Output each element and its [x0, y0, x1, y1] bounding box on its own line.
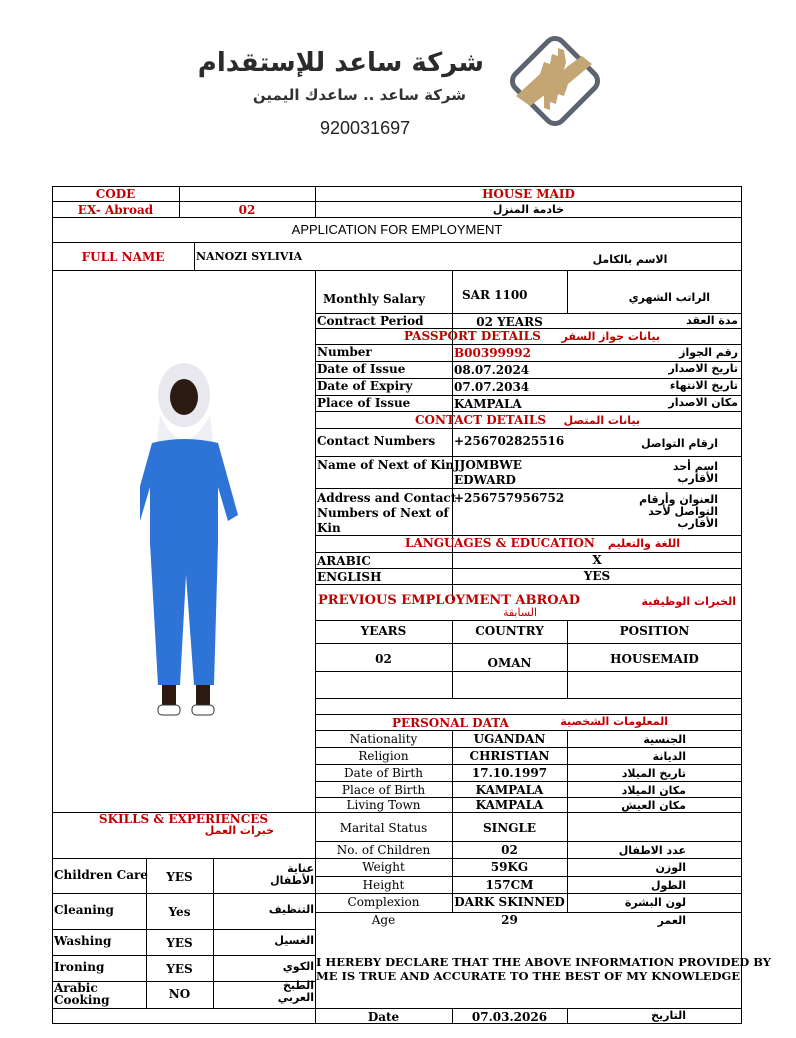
personal-row-value: KAMPALA: [475, 783, 544, 797]
kin-address-value: +256757956752: [454, 491, 565, 505]
company-phone: 920031697: [320, 118, 411, 138]
experience-row-years: 02: [375, 652, 392, 666]
personal-row-label: Weight: [362, 860, 405, 874]
ex-abroad-value: 02: [238, 203, 256, 217]
next-of-kin-value-line2: EDWARD: [454, 473, 516, 487]
arabic-language-value: X: [592, 553, 602, 567]
personal-row-label: Religion: [358, 749, 409, 763]
full-name-label: FULL NAME: [81, 250, 165, 264]
period-value: 02 YEARS: [476, 315, 543, 329]
next-of-kin-arabic-line2: الأقارب: [677, 472, 718, 485]
personal-row-label: Height: [362, 878, 405, 892]
personal-row-label: Nationality: [349, 732, 418, 746]
issue-date-arabic: تاريخ الاصدار: [668, 362, 738, 375]
kin-address-arabic-line1: العنوان وأرقام: [639, 493, 718, 506]
salary-label: Monthly Salary: [323, 292, 426, 306]
expiry-date-value: 07.07.2034: [454, 380, 530, 394]
english-language-label: ENGLISH: [317, 570, 382, 584]
personal-row-arabic: مكان العيش: [621, 799, 686, 812]
personal-row-value: DARK SKINNED: [454, 895, 565, 909]
skill-value: NO: [168, 987, 191, 1001]
category-title-arabic: خادمة المنزل: [492, 203, 565, 216]
skills-title: SKILLS & EXPERIENCES: [98, 812, 269, 826]
languages-title-arabic: اللغة والتعليم: [607, 537, 680, 550]
personal-row-label: Date of Birth: [344, 766, 423, 780]
personal-row-value: KAMPALA: [475, 798, 544, 812]
skill-value: Yes: [168, 905, 191, 919]
skill-value: YES: [166, 870, 193, 884]
experience-col-position: POSITION: [619, 624, 690, 638]
passport-number-label: Number: [317, 345, 372, 359]
skill-arabic: التنظيف: [268, 903, 314, 916]
experience-row-country: OMAN: [487, 656, 532, 670]
kin-address-arabic-line2: التواصل لأحد: [648, 505, 718, 518]
date-label: Date: [367, 1010, 400, 1024]
personal-row-label: Place of Birth: [341, 783, 426, 797]
personal-row-label: Complexion: [347, 895, 420, 909]
skill-label: Children Care: [54, 868, 148, 882]
passport-title: PASSPORT DETAILS: [404, 329, 541, 343]
period-arabic: مدة العقد: [686, 314, 738, 327]
expiry-date-label: Date of Expiry: [317, 379, 413, 393]
company-name-arabic: شركة ساعد للإستقدام: [197, 48, 484, 78]
personal-row-label: Age: [371, 913, 396, 927]
personal-title-arabic: المعلومات الشخصية: [560, 715, 668, 728]
salary-value: SAR 1100: [462, 288, 528, 302]
contact-numbers-arabic: ارقام التواصل: [641, 437, 718, 450]
skill-label: Ironing: [54, 960, 105, 974]
experience-col-country: COUNTRY: [475, 624, 544, 638]
issue-date-value: 08.07.2024: [454, 363, 530, 377]
declaration-line1: I HEREBY DECLARE THAT THE ABOVE INFORMATION PROVIDED BY: [316, 955, 772, 969]
personal-row-arabic: مكان الميلاد: [621, 784, 686, 797]
issue-date-label: Date of Issue: [317, 362, 406, 376]
passport-number-arabic: رقم الجواز: [679, 346, 738, 359]
arabic-language-label: ARABIC: [317, 554, 371, 568]
kin-address-label-line2: Numbers of Next of: [317, 506, 449, 520]
experience-title-arabic-line2: السابقة: [502, 606, 538, 619]
issue-place-value: KAMPALA: [454, 397, 522, 411]
experience-col-years: YEARS: [360, 624, 407, 638]
passport-title-arabic: بيانات جواز السفر: [561, 330, 660, 343]
full-name-value: NANOZI SYLIVIA: [196, 250, 303, 263]
skill-arabic-line1: عناية: [287, 862, 314, 875]
personal-row-label: Marital Status: [339, 821, 428, 835]
languages-title: LANGUAGES & EDUCATION: [405, 536, 595, 550]
date-arabic: التاريخ: [651, 1009, 686, 1022]
passport-number-value: B00399992: [454, 346, 531, 360]
next-of-kin-value-line1: JJOMBWE: [454, 458, 522, 472]
personal-title: PERSONAL DATA: [392, 716, 509, 730]
personal-row-arabic: تاريخ الميلاد: [621, 767, 686, 780]
company-tagline-arabic: شركة ساعد .. ساعدك اليمين: [252, 86, 466, 104]
kin-address-arabic-line3: الأقارب: [677, 517, 718, 530]
company-header: [197, 30, 640, 150]
contact-numbers-value: +256702825516: [454, 434, 565, 448]
personal-row-arabic: لون البشرة: [624, 896, 686, 909]
issue-place-arabic: مكان الاصدار: [668, 396, 738, 409]
experience-title: PREVIOUS EMPLOYMENT ABROAD: [318, 593, 580, 608]
personal-row-arabic: الجنسية: [643, 733, 686, 746]
skill-value: YES: [166, 936, 193, 950]
english-language-value: YES: [583, 569, 611, 583]
declaration-line2: ME IS TRUE AND ACCURATE TO THE BEST OF MY KNOWLEDGE: [316, 969, 741, 983]
issue-place-label: Place of Issue: [317, 396, 411, 410]
kin-address-label-line1: Address and Contact: [317, 491, 457, 505]
personal-row-arabic: عدد الاطفال: [618, 844, 686, 857]
personal-row-value: 59KG: [490, 860, 529, 874]
experience-title-arabic-line1: الخبرات الوظيفية: [641, 595, 736, 608]
personal-row-value: 02: [501, 843, 518, 857]
personal-row-value: 29: [501, 913, 518, 927]
personal-row-label: No. of Children: [336, 843, 431, 857]
category-title: HOUSE MAID: [482, 187, 575, 201]
skill-value: YES: [166, 962, 193, 976]
salary-arabic: الراتب الشهري: [628, 291, 710, 304]
application-title: APPLICATION FOR EMPLOYMENT: [291, 222, 503, 237]
personal-row-arabic: الديانة: [652, 750, 686, 763]
personal-row-value: CHRISTIAN: [469, 749, 550, 763]
next-of-kin-label: Name of Next of Kin: [317, 458, 455, 472]
next-of-kin-arabic-line1: اسم أحد: [672, 460, 718, 473]
contact-numbers-label: Contact Numbers: [317, 434, 436, 448]
skills-title-arabic: خبرات العمل: [204, 824, 274, 837]
personal-row-value: 157CM: [485, 878, 534, 892]
personal-row-arabic: الطول: [650, 879, 686, 892]
hands-logo-icon: [496, 34, 612, 140]
code-label: CODE: [95, 187, 136, 201]
skill-arabic-line2: الأطفال: [270, 874, 314, 887]
personal-row-value: UGANDAN: [473, 732, 546, 746]
expiry-date-arabic: تاريخ الانتهاء: [669, 379, 738, 392]
personal-row-arabic: العمر: [657, 914, 686, 927]
worker-photo: [140, 355, 250, 725]
contact-title-arabic: بيانات المتصل: [563, 414, 640, 427]
full-name-arabic: الاسم بالكامل: [592, 253, 668, 266]
skill-label-line2: Cooking: [54, 993, 110, 1007]
personal-row-label: Living Town: [346, 798, 421, 812]
date-value: 07.03.2026: [471, 1010, 548, 1024]
skill-arabic: الغسيل: [274, 934, 314, 947]
skill-arabic-line1: الطبخ: [282, 979, 314, 992]
personal-row-value: SINGLE: [482, 821, 537, 835]
skill-label: Washing: [54, 934, 112, 948]
skill-label-line1: Arabic: [54, 981, 98, 995]
ex-abroad-label: EX- Abroad: [77, 203, 154, 217]
experience-row-position: HOUSEMAID: [610, 652, 699, 666]
kin-address-label-line3: Kin: [317, 521, 341, 535]
personal-row-arabic: الوزن: [655, 861, 686, 874]
contact-title: CONTACT DETAILS: [415, 413, 547, 427]
skill-arabic-line2: العربي: [277, 991, 314, 1004]
period-label: Contract Period: [317, 314, 424, 328]
skill-label: Cleaning: [54, 903, 114, 917]
personal-row-value: 17.10.1997: [471, 766, 548, 780]
skill-arabic: الكوي: [282, 960, 314, 973]
